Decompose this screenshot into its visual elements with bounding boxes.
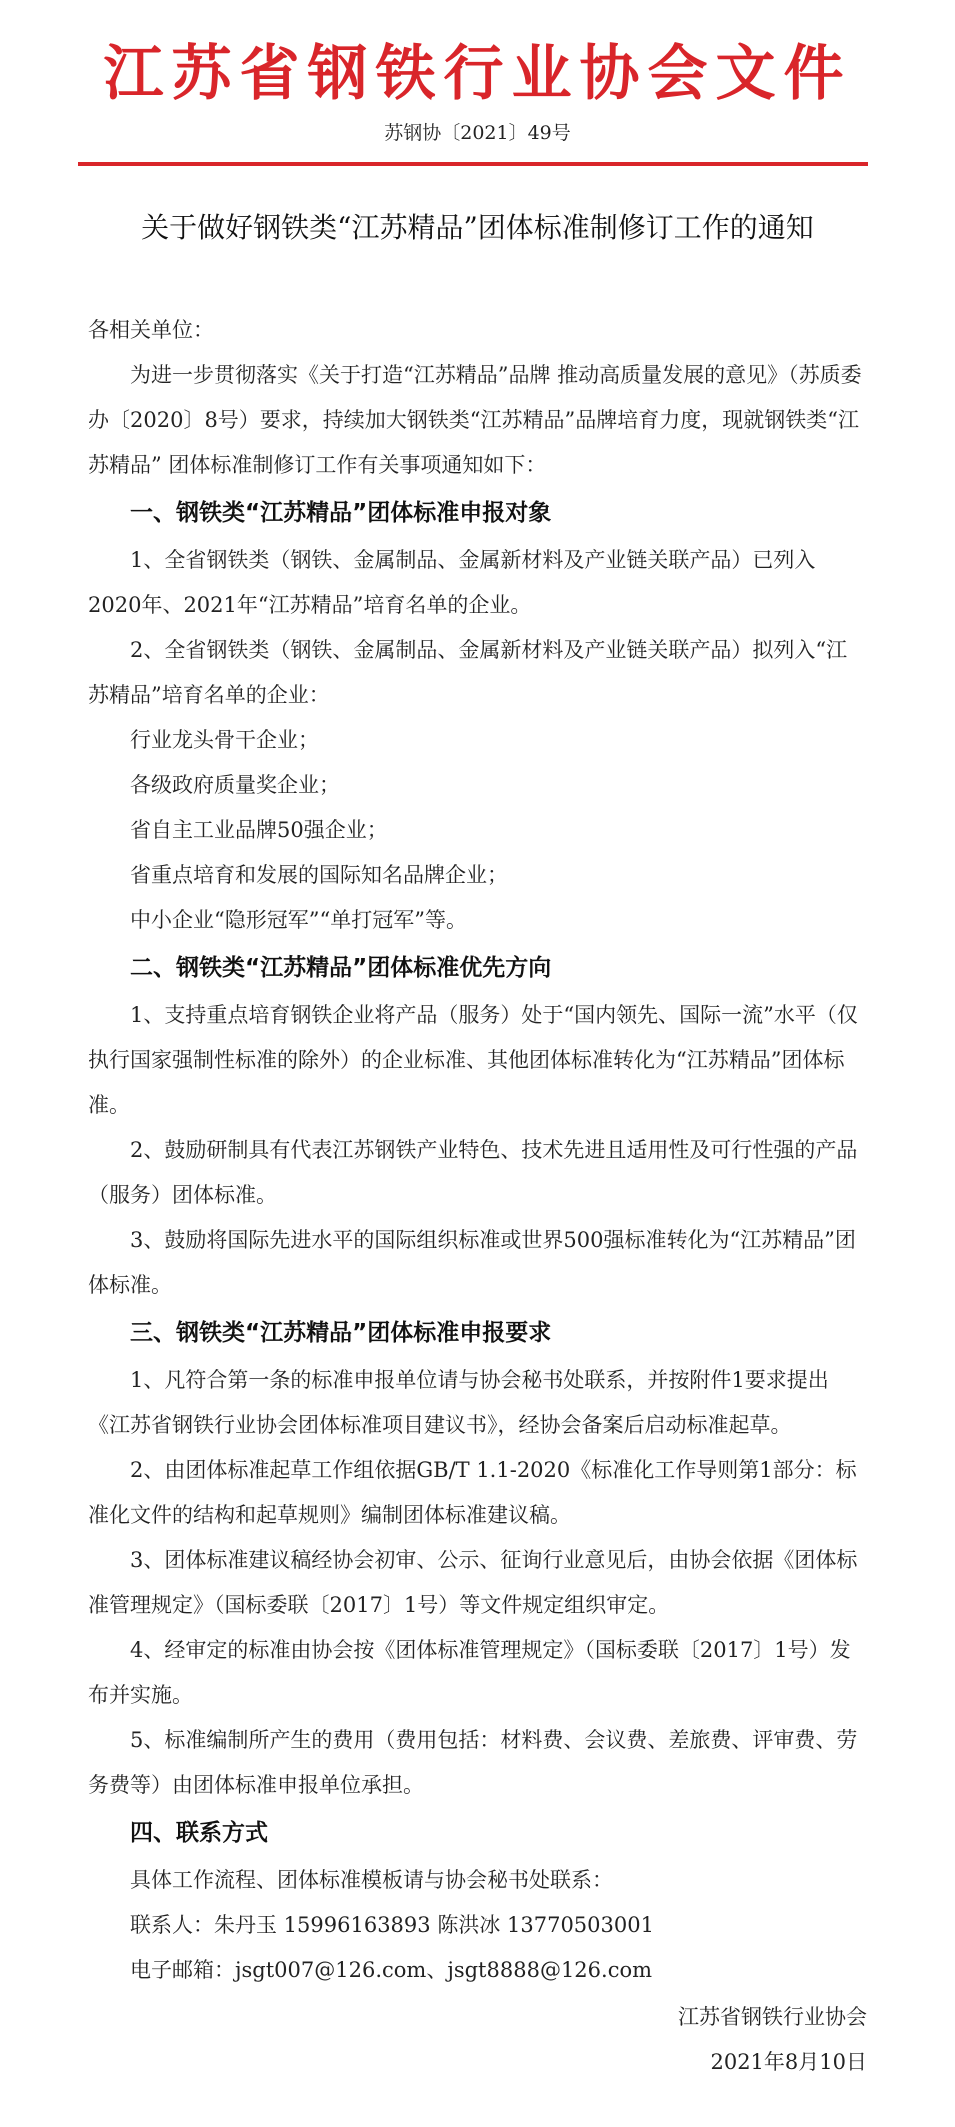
salutation: 各相关单位： (88, 318, 214, 342)
notice-title: 关于做好钢铁类“江苏精品”团体标准制修订工作的通知 (141, 211, 814, 244)
document-number: 苏钢协〔2021〕49号 (384, 122, 571, 144)
contact-email: 电子邮箱：jsgt007@126.com、jsgt8888@126.com (130, 1958, 653, 1982)
section-heading-4: 四、联系方式 (130, 1820, 268, 1846)
section1-item1: 1、全省钢铁类（钢铁、金属制品、金属新材料及产业链关联产品）已列入2020年、2021年“江苏精品”培育名单的企业。 (88, 548, 816, 617)
section2-item2: 2、鼓励研制具有代表江苏钢铁产业特色、技术先进且适用性及可行性强的产品（服务）团体标准。 (88, 1138, 858, 1207)
signature-block (678, 1995, 867, 2085)
section2-item3: 3、鼓励将国际先进水平的国际组织标准或世界500强标准转化为“江苏精品”团体标准。 (88, 1228, 856, 1297)
section1-item2: 2、全省钢铁类（钢铁、金属制品、金属新材料及产业链关联产品）拟列入“江苏精品”培育名单的企业： (88, 638, 848, 707)
section1-subitem: 省自主工业品牌50强企业； (130, 818, 388, 842)
section2-item1: 1、支持重点培育钢铁企业将产品（服务）处于“国内领先、国际一流”水平（仅执行国家强制性标准的除外）的企业标准、其他团体标准转化为“江苏精品”团体标准。 (88, 1003, 858, 1117)
section1-subitem: 行业龙头骨干企业； (130, 728, 319, 752)
intro-paragraph: 为进一步贯彻落实《关于打造“江苏精品”品牌 推动高质量发展的意见》（苏质委办〔2020〕8号）要求，持续加大钢铁类“江苏精品”品牌培育力度，现就钢铁类“江苏精品” 团体标准制修订工作有关事项通知如下： (88, 363, 862, 477)
signature-org: 江苏省钢铁行业协会 (678, 2005, 867, 2029)
contact-persons: 联系人：朱丹玉 15996163893 陈洪冰 13770503001 (130, 1913, 654, 1937)
notice-body (88, 308, 868, 1993)
section3-item4: 4、经审定的标准由协会按《团体标准管理规定》（国标委联〔2017〕1号）发布并实施。 (88, 1638, 851, 1707)
section3-item1: 1、凡符合第一条的标准申报单位请与协会秘书处联系，并按附件1要求提出《江苏省钢铁行业协会团体标准项目建议书》，经协会备案后启动标准起草。 (88, 1368, 829, 1437)
section3-item5: 5、标准编制所产生的费用（费用包括：材料费、会议费、差旅费、评审费、劳务费等）由团体标准申报单位承担。 (88, 1728, 858, 1797)
contact-intro: 具体工作流程、团体标准模板请与协会秘书处联系： (130, 1868, 613, 1892)
section1-subitem: 中小企业“隐形冠军”“单打冠军”等。 (130, 908, 467, 932)
section1-subitem: 省重点培育和发展的国际知名品牌企业； (130, 863, 508, 887)
section1-subitem: 各级政府质量奖企业； (130, 773, 340, 797)
signature-date: 2021年8月10日 (710, 2050, 867, 2074)
section-heading-2: 二、钢铁类“江苏精品”团体标准优先方向 (130, 955, 552, 981)
section3-item3: 3、团体标准建议稿经协会初审、公示、征询行业意见后，由协会依据《团体标准管理规定》（国标委联〔2017〕1号）等文件规定组织审定。 (88, 1548, 858, 1617)
section-heading-3: 三、钢铁类“江苏精品”团体标准申报要求 (130, 1320, 552, 1346)
section3-item2: 2、由团体标准起草工作组依据GB/T 1.1-2020《标准化工作导则第1部分：标准化文件的结构和起草规则》编制团体标准建议稿。 (88, 1458, 857, 1527)
section-heading-1: 一、钢铁类“江苏精品”团体标准申报对象 (130, 500, 552, 526)
header-divider (78, 162, 868, 166)
org-header-title: 江苏省钢铁行业协会文件 (103, 39, 852, 109)
